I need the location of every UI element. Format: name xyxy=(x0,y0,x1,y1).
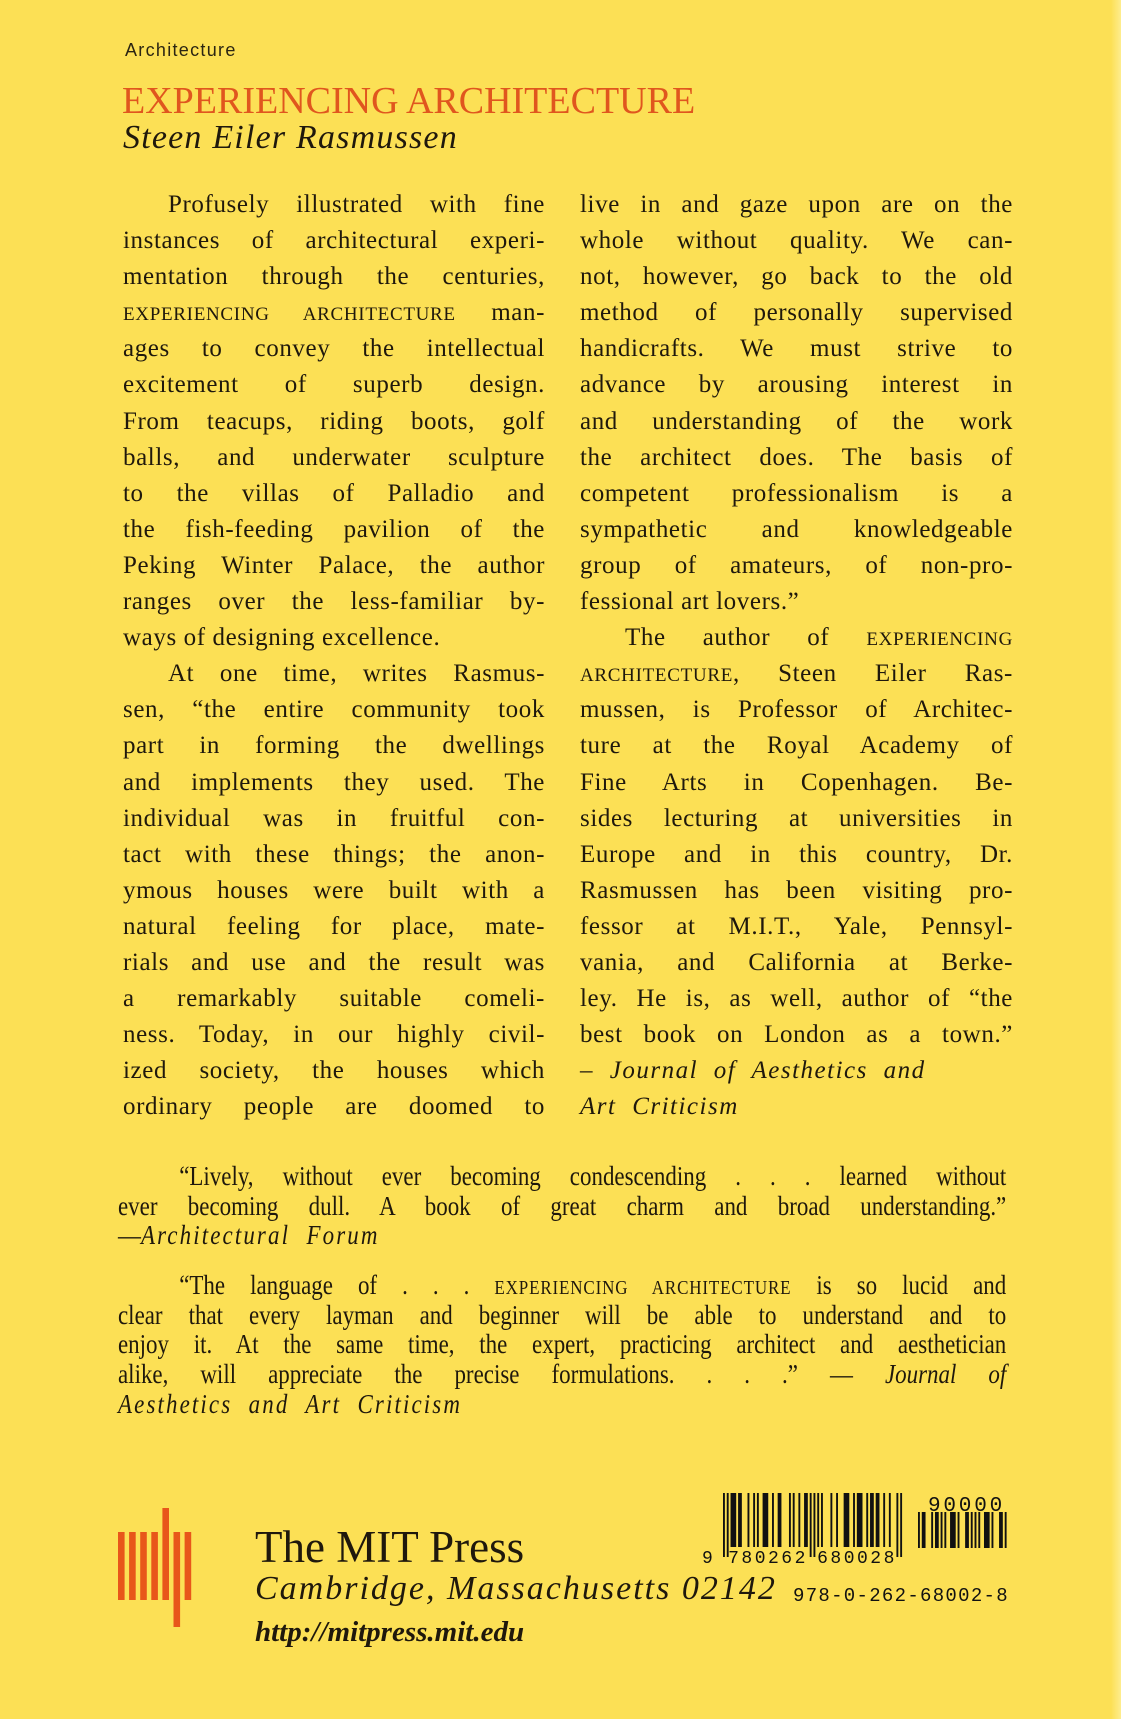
body-line: sen, “the entire community took xyxy=(123,696,545,724)
logo-bar xyxy=(140,1532,147,1600)
barcode-bar xyxy=(900,1493,902,1557)
isbn-number: 978-0-262-68002-8 xyxy=(793,1585,1009,1607)
addon-barcode-bar xyxy=(918,1512,920,1548)
barcode-bar xyxy=(763,1493,769,1547)
body-line: ley. He is, as well, author of “the xyxy=(580,985,1013,1013)
publisher-url: http://mitpress.mit.edu xyxy=(255,1616,525,1648)
description-left-column xyxy=(123,187,545,1125)
logo-bar xyxy=(118,1532,125,1600)
body-line: ture at the Royal Academy of xyxy=(580,732,1013,760)
barcode-bar xyxy=(883,1493,885,1547)
body-line: method of personally supervised xyxy=(580,299,1013,327)
line-text: , Steen Eiler Ras- xyxy=(733,660,1013,688)
book-title: EXPERIENCING ARCHITECTURE xyxy=(122,80,696,122)
body-line: ized society, the houses which xyxy=(123,1057,545,1085)
body-line: ways of designing excellence. xyxy=(123,624,441,652)
body-line: whole without quality. We can- xyxy=(580,227,1013,255)
body-line xyxy=(580,620,1013,656)
body-line: Rasmussen has been visiting pro- xyxy=(580,876,1013,904)
barcode-right-digits: 680028 xyxy=(817,1549,897,1569)
quote-line: “Lively, without ever becoming condescending . . . learned without xyxy=(179,1161,1007,1191)
barcode-bar xyxy=(853,1493,855,1547)
body-line: Fine Arts in Copenhagen. Be- xyxy=(580,768,1013,796)
barcode-bar xyxy=(876,1493,880,1547)
body-line: and implements they used. The xyxy=(123,768,545,796)
body-line: group of amateurs, of non-pro- xyxy=(580,551,1013,579)
line-text: “The language of . . . xyxy=(179,1270,495,1300)
quote-source: Aesthetics and Art Criticism xyxy=(118,1388,463,1419)
barcode-bar xyxy=(793,1493,795,1547)
body-line: Profusely illustrated with fine xyxy=(168,191,545,218)
barcode-bar xyxy=(821,1493,823,1547)
body-line: sympathetic and knowledgeable xyxy=(580,515,1013,543)
attribution-dash: — xyxy=(118,1220,141,1251)
quote-line xyxy=(118,1360,1006,1390)
body-line: sides lecturing at universities in xyxy=(580,804,1013,832)
small-caps-title: EXPERIENCING xyxy=(866,629,1013,651)
body-line: fessor at M.I.T., Yale, Pennsyl- xyxy=(580,912,1013,940)
publisher-name: The MIT Press xyxy=(255,1522,525,1572)
logo-bar xyxy=(129,1532,136,1600)
body-line: mussen, is Professor of Architec- xyxy=(580,696,1013,724)
barcode-bar xyxy=(723,1493,725,1557)
body-line: vania, and California at Berke- xyxy=(580,948,1013,976)
body-line: advance by arousing interest in xyxy=(580,371,1013,399)
barcode-bar xyxy=(896,1493,898,1557)
description-right-column xyxy=(580,187,1013,1125)
barcode-bar xyxy=(817,1493,819,1547)
category-label: Architecture xyxy=(125,40,237,60)
barcode-bar xyxy=(778,1493,782,1547)
body-line: best book on London as a town.” xyxy=(580,1021,1013,1049)
body-line: excitement of superb design. xyxy=(123,371,545,399)
quote-line xyxy=(118,1271,1006,1301)
body-line: mentation through the centuries, xyxy=(123,263,545,291)
barcode-bar xyxy=(738,1493,742,1547)
logo-bar xyxy=(185,1532,192,1600)
barcode-addon-digits: 90000 xyxy=(928,1495,1006,1518)
barcode-bar xyxy=(866,1493,868,1547)
barcode-bar xyxy=(844,1493,850,1547)
quote-attribution xyxy=(118,1221,1006,1251)
body-line: rials and use and the result was xyxy=(123,948,545,976)
barcode-left-digits: 780262 xyxy=(728,1549,808,1569)
small-caps-title: EXPERIENCING ARCHITECTURE xyxy=(123,304,456,326)
barcode-bar xyxy=(810,1493,812,1557)
logo-bar xyxy=(174,1532,181,1627)
line-text: is so lucid and xyxy=(791,1270,1007,1300)
body-line: instances of architectural experi- xyxy=(123,227,545,255)
body-line: fessional art lovers.” xyxy=(580,588,800,616)
body-line: tact with these things; the anon- xyxy=(123,840,545,868)
quote-source: – Journal of Aesthetics and xyxy=(580,1057,926,1085)
quote-source: Architectural Forum xyxy=(140,1220,380,1251)
barcode-bar xyxy=(813,1493,815,1557)
barcode-bar xyxy=(731,1493,737,1547)
body-line: balls, and underwater sculpture xyxy=(123,443,545,471)
body-line xyxy=(580,656,1013,692)
body-line: and understanding of the work xyxy=(580,407,1013,435)
barcode-bar xyxy=(804,1493,808,1547)
barcode-bar xyxy=(753,1493,755,1547)
barcode-bar xyxy=(836,1493,838,1547)
line-text: man- xyxy=(455,299,545,327)
line-text: alike, will appreciate the precise formulations. . . .” — xyxy=(118,1359,885,1390)
small-caps-title: EXPERIENCING ARCHITECTURE xyxy=(494,1277,792,1299)
body-line: At one time, writes Rasmus- xyxy=(168,660,545,688)
book-author: Steen Eiler Rasmussen xyxy=(123,119,458,156)
addon-barcode-bar xyxy=(922,1512,926,1548)
body-line: part in forming the dwellings xyxy=(123,732,545,760)
body-line: Peking Winter Palace, the author xyxy=(123,551,545,579)
review-quote xyxy=(118,1162,1006,1251)
body-line: natural feeling for place, mate- xyxy=(123,912,545,940)
body-line: ranges over the less-familiar by- xyxy=(123,588,545,616)
body-line: live in and gaze upon are on the xyxy=(580,191,1013,218)
body-line: ymous houses were built with a xyxy=(123,876,545,904)
body-line: individual was in fruitful con- xyxy=(123,804,545,832)
small-caps-title: ARCHITECTURE xyxy=(580,665,734,687)
cover-edge xyxy=(1111,0,1121,1719)
barcode-bar xyxy=(772,1493,774,1547)
body-line: ness. Today, in our highly civil- xyxy=(123,1021,545,1049)
logo-bar xyxy=(162,1508,169,1600)
body-line: not, however, go back to the old xyxy=(580,263,1013,291)
body-line: ages to convey the intellectual xyxy=(123,335,545,363)
barcode-bar xyxy=(727,1493,729,1557)
body-line xyxy=(123,295,545,331)
body-line: competent professionalism is a xyxy=(580,479,1013,507)
body-line: the fish-feeding pavilion of the xyxy=(123,515,545,543)
body-line: the architect does. The basis of xyxy=(580,443,1013,471)
body-line: From teacups, riding boots, golf xyxy=(123,407,545,435)
logo-bar xyxy=(151,1532,158,1600)
body-line: handicrafts. We must strive to xyxy=(580,335,1013,363)
mit-press-logo xyxy=(110,1500,200,1635)
body-line: ordinary people are doomed to xyxy=(123,1093,545,1121)
quote-line: ever becoming dull. A book of great charm and broad understanding.” xyxy=(118,1190,1007,1221)
barcode-bar xyxy=(789,1493,791,1547)
quote-source: Art Criticism xyxy=(580,1093,739,1121)
body-line: a remarkably suitable comeli- xyxy=(123,985,545,1013)
review-quote xyxy=(118,1271,1006,1419)
body-line: Europe and in this country, Dr. xyxy=(580,840,1013,868)
barcode-bar xyxy=(757,1493,759,1547)
barcode-lead-digit: 9 xyxy=(702,1549,713,1569)
quote-line: clear that every layman and beginner will be able to understand and to xyxy=(118,1299,1007,1330)
barcode-bar xyxy=(830,1493,832,1547)
barcode-bar xyxy=(748,1493,750,1547)
barcode-bar xyxy=(798,1493,800,1547)
publisher-address: Cambridge, Massachusetts 02142 xyxy=(255,1570,777,1607)
body-line: to the villas of Palladio and xyxy=(123,479,545,507)
barcode-bar xyxy=(857,1493,863,1547)
quote-line: enjoy it. At the same time, the expert, practicing architect and aesthetician xyxy=(118,1329,1007,1360)
quote-source: Journal of xyxy=(884,1359,1007,1390)
line-text: The author of xyxy=(625,624,867,652)
barcode-bar xyxy=(870,1493,874,1547)
barcode-bar xyxy=(889,1493,891,1547)
